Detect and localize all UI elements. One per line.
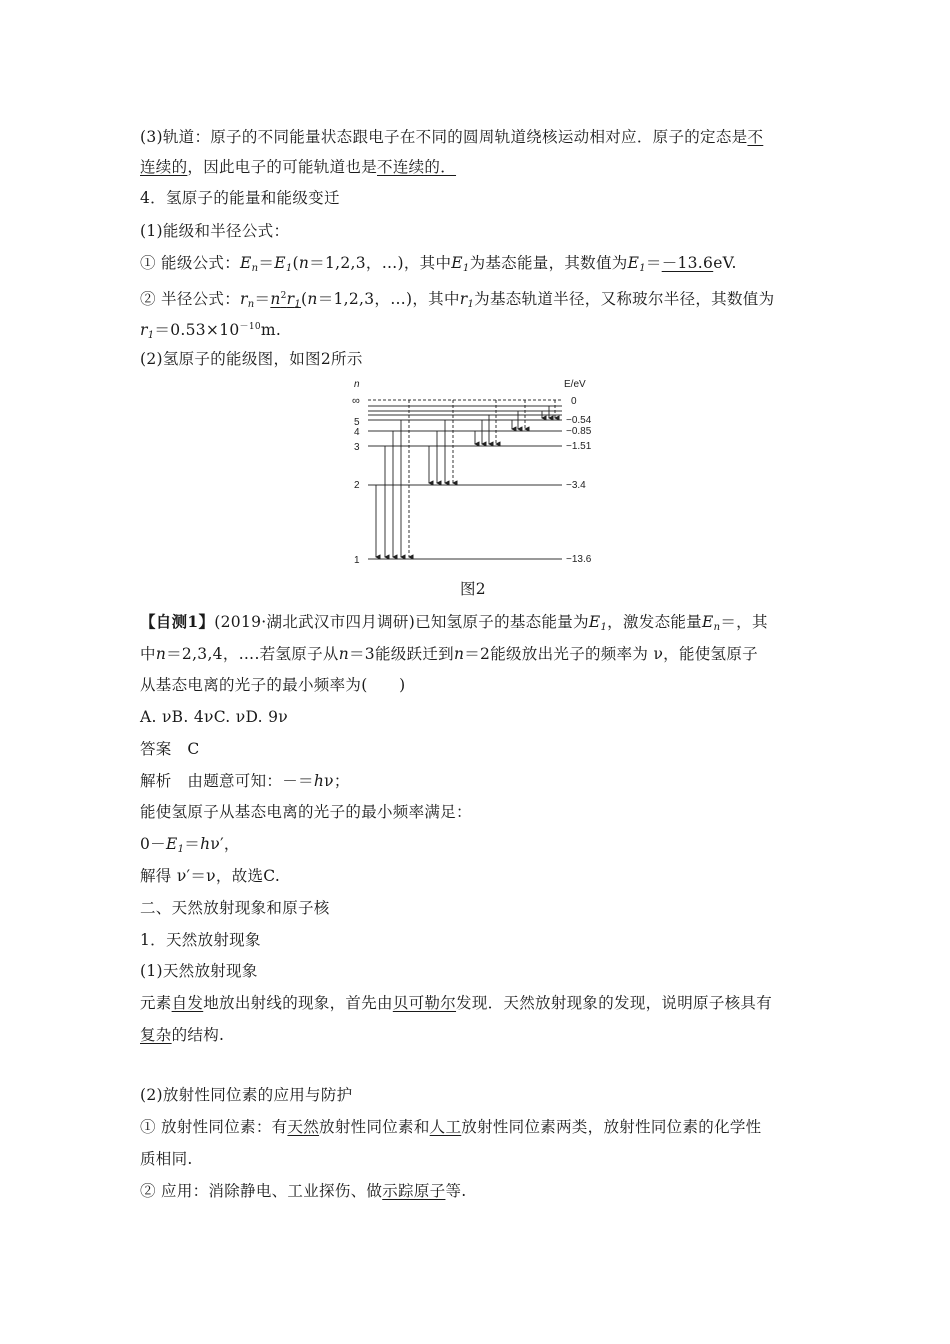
subsection-heading-1: 1．天然放射现象	[140, 931, 261, 949]
analysis-line4: 解得 ν′＝ν，故选C.	[140, 867, 281, 885]
axis-e-label: E/eV	[564, 379, 586, 390]
level-e-3: −1.51	[566, 441, 592, 452]
subheading-level-diagram: (2)氢原子的能级图，如图2所示	[140, 350, 363, 368]
level-e-4: −0.85	[566, 426, 592, 437]
level-e-1: −13.6	[566, 554, 592, 565]
analysis-line1: 解析 由题意可知：－＝hν；	[140, 772, 350, 790]
subheading-formulas: (1)能级和半径公式：	[140, 222, 290, 240]
isotopes-line1: ① 放射性同位素：有天然放射性同位素和人工放射性同位素两类，放射性同位素的化学性	[140, 1118, 762, 1136]
self-test-options: A. νB. 4νC. νD. 9ν	[140, 708, 288, 726]
radioactivity-paragraph-line1: 元素自发地放出射线的现象，首先由贝可勒尔发现．天然放射现象的发现，说明原子核具有	[140, 994, 773, 1012]
applications-line: ② 应用：消除静电、工业探伤、做示踪原子等.	[140, 1182, 467, 1200]
figure-caption: 图2	[460, 580, 486, 598]
level-e-5: −0.54	[566, 415, 592, 426]
level-e-inf: 0	[571, 396, 577, 407]
analysis-line2: 能使氢原子从基态电离的光子的最小频率满足：	[140, 803, 472, 821]
level-n-inf: ∞	[352, 395, 360, 407]
energy-level-diagram	[340, 374, 610, 574]
self-test-tag: 【自测1】	[140, 612, 215, 631]
answer-line: 答案 C	[140, 740, 200, 758]
orbit-paragraph-line2: 连续的，因此电子的可能轨道也是不连续的．	[140, 158, 457, 176]
self-test-line1: 【自测1】(2019·湖北武汉市四月调研)已知氢原子的基态能量为$E_1$，激发态能量$E_n=$，其	[140, 612, 768, 633]
subheading-natural-radioactivity: (1)天然放射现象	[140, 962, 258, 980]
energy-formula-line: ① 能级公式：$E_n=E_1(n=1,2,3$，…)，其中$E_1$为基态能量，其数值为$E_1=-13.6eV$.	[140, 254, 737, 274]
section-heading-2: 二、天然放射现象和原子核	[140, 899, 330, 917]
subheading-isotopes: (2)放射性同位素的应用与防护	[140, 1086, 353, 1104]
level-e-2: −3.4	[566, 480, 586, 491]
section-heading-4: 4．氢原子的能量和能级变迁	[140, 189, 340, 207]
self-test-line2: 中n＝2,3,4，….若氢原子从n＝3能级跃迁到n＝2能级放出光子的频率为 ν，能使氢原子	[140, 645, 758, 663]
level-n-4: 4	[354, 427, 360, 438]
bohr-radius-value: $r_1=0.53\times 10^{-10}m$.	[140, 321, 282, 341]
orbit-paragraph-line1: (3)轨道：原子的不同能量状态跟电子在不同的圆周轨道绕核运动相对应．原子的定态是不	[140, 128, 764, 146]
isotopes-line2: 质相同.	[140, 1150, 193, 1168]
level-n-5: 5	[354, 417, 360, 428]
level-n-1: 1	[354, 555, 360, 566]
axis-n-label: n	[354, 379, 360, 390]
analysis-line3: $0-E_1=h\nu'$，	[140, 835, 240, 855]
level-n-2: 2	[354, 480, 360, 491]
self-test-line3: 从基态电离的光子的最小频率为( )	[140, 676, 406, 694]
level-n-3: 3	[354, 442, 360, 453]
radius-formula-line: ② 半径公式：$r_n=n^2r_1(n=1,2,3$，…)，其中$r_1$为基态轨道半径，又称玻尔半径，其数值为	[140, 290, 775, 310]
radioactivity-paragraph-line2: 复杂的结构.	[140, 1026, 225, 1044]
